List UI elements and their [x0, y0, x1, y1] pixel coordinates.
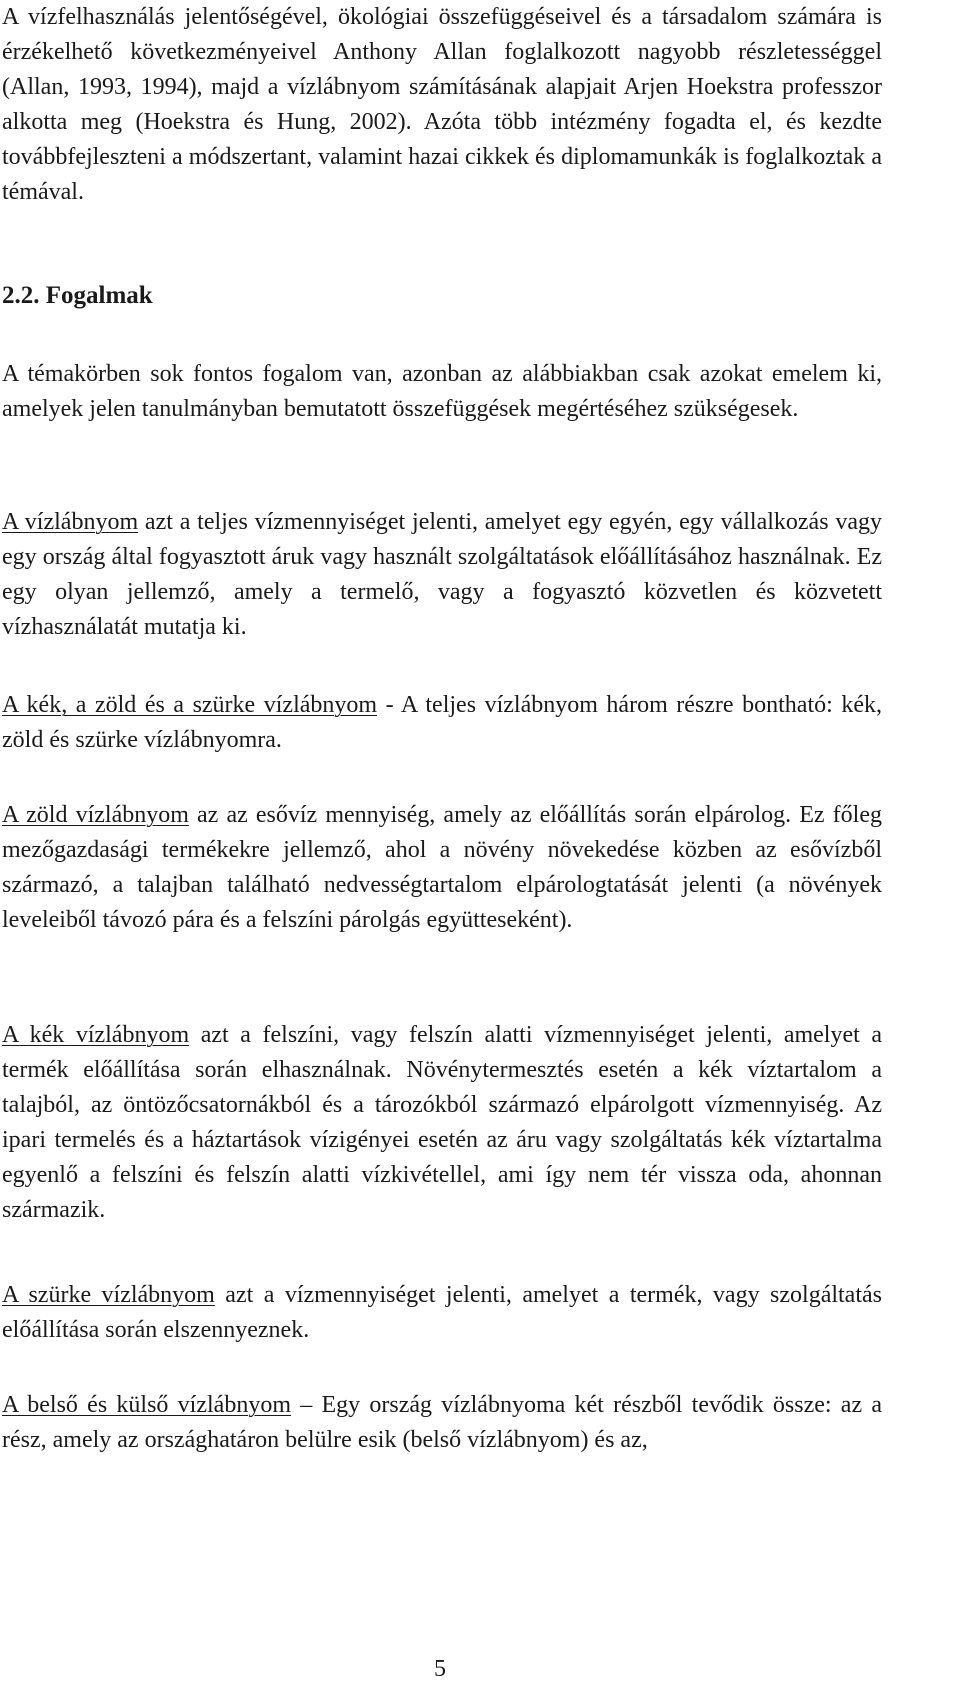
term-grey-footprint: A szürke vízlábnyom	[2, 1282, 215, 1308]
term-water-footprint: A vízlábnyom	[2, 509, 139, 535]
blue-green-grey-definition	[2, 688, 882, 758]
paragraph-text: azt a teljes vízmennyiséget jelenti, amelyet egy egyén, egy vállalkozás vagy egy ország által fogyasztott áruk vagy használt szolgáltatások előállításához használnak. Ez egy olyan jellemző, amely a termelő, vagy a fogyasztó közvetlen és közvetett vízhasználatát mutatja ki.	[2, 509, 882, 640]
paragraph-text: az az esővíz mennyiség, amely az előállítás során elpárolog. Ez főleg mezőgazdasági termékekre jellemző, ahol a növény növekedése közben az esővízből származó, a talajban található nedvességtartalom elpárologtatását jelenti (a növények leveleiből távozó pára és a felszíni párolgás együtteseként).	[2, 802, 882, 933]
term-green-footprint: A zöld vízlábnyom	[2, 802, 189, 828]
page-number: 5	[434, 1656, 446, 1682]
green-footprint-definition	[2, 798, 882, 938]
internal-external-definition	[2, 1388, 882, 1458]
grey-footprint-definition	[2, 1278, 882, 1348]
paragraph-text: A témakörben sok fontos fogalom van, azonban az alábbiakban csak azokat emelem ki, amelyek jelen tanulmányban bemutatott összefüggések megértéséhez szükségesek.	[2, 361, 882, 422]
blue-footprint-definition	[2, 1018, 882, 1228]
intro-paragraph: A vízfelhasználás jelentőségével, ökológiai összefüggéseivel és a társadalom számára is érzékelhető következményeivel Anthony Allan foglalkozott nagyobb részletességgel (Allan, 1993, 1994), majd a vízlábnyom számításának alapjait Arjen Hoekstra professzor alkotta meg (Hoekstra és Hung, 2002). Azóta több intézmény fogadta el, és kezdte továbbfejleszteni a módszertant, valamint hazai cikkek és diplomamunkák is foglalkoztak a témával.	[2, 4, 882, 205]
paragraph-text: - A teljes vízlábnyom három részre bontható: kék, zöld és szürke vízlábnyomra.	[2, 692, 882, 753]
term-blue-green-grey: A kék, a zöld és a szürke vízlábnyom	[2, 692, 378, 718]
paragraph-text: azt a vízmennyiséget jelenti, amelyet a termék, vagy szolgáltatás előállítása során elszennyeznek.	[2, 1282, 882, 1343]
paragraph-text: – Egy ország vízlábnyoma két részből tevődik össze: az a rész, amely az országhatáron belülre esik (belső vízlábnyom) és az,	[2, 1392, 883, 1453]
term-blue-footprint: A kék vízlábnyom	[2, 1022, 190, 1048]
paragraph-text: azt a felszíni, vagy felszín alatti vízmennyiséget jelenti, amelyet a termék előállítása során elhasználnak. Növénytermesztés esetén a kék víztartalom a talajból, az öntözőcsatornákból és a tározókból származó elpárolgott vízmennyiség. Az ipari termelés és a háztartások vízigényei esetén az áru vagy szolgáltatás kék víztartalma egyenlő a felszíni és felszín alatti vízkivétellel, ami így nem tér vissza oda, ahonnan származik.	[2, 1022, 883, 1223]
section-heading: 2.2. Fogalmak	[2, 282, 153, 309]
definitions-intro-paragraph	[2, 357, 882, 427]
water-footprint-definition	[2, 505, 882, 645]
term-internal-external: A belső és külső vízlábnyom	[2, 1392, 291, 1418]
